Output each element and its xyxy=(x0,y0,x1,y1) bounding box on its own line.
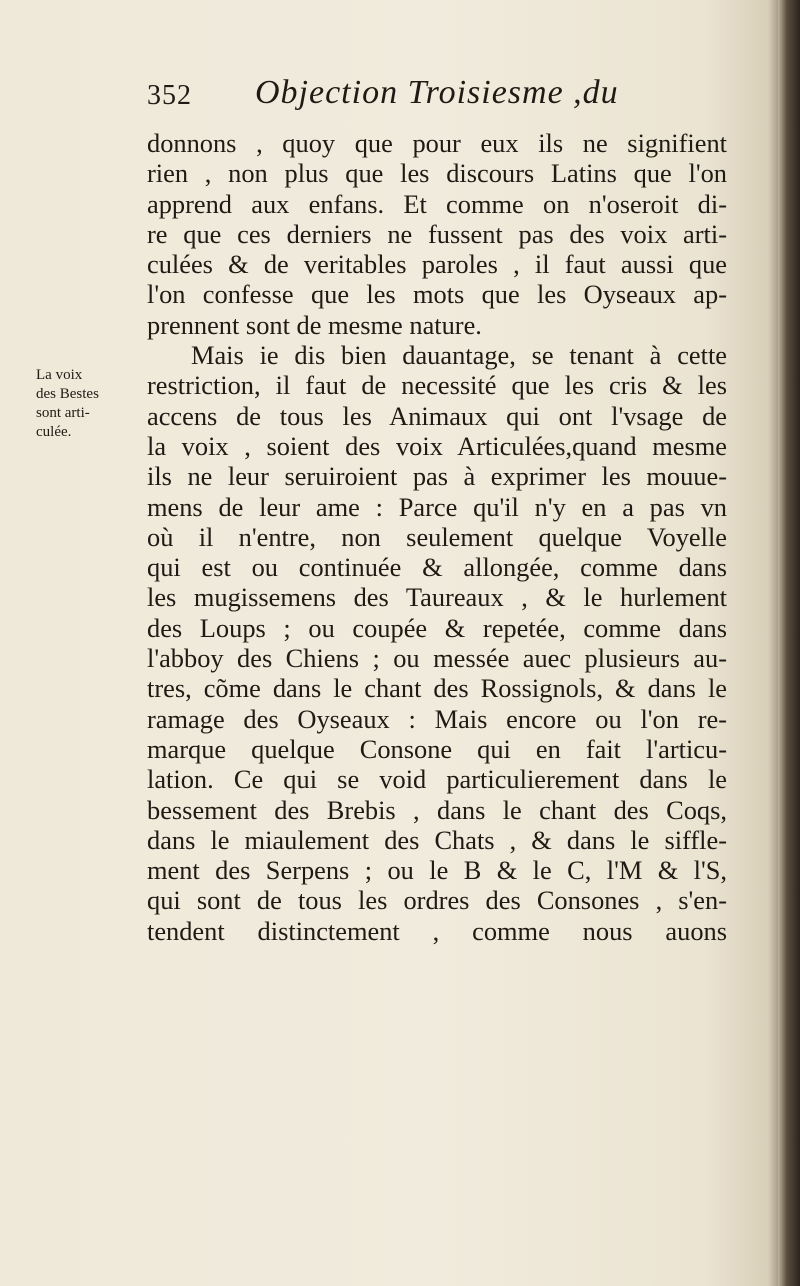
text-line: culées & de veritables paroles , il faut aussi que xyxy=(147,249,727,280)
text-line: restriction, il faut de necessité que les cris & les xyxy=(147,370,727,401)
marginal-note-line: des Bestes xyxy=(36,386,99,402)
page-header xyxy=(147,74,707,124)
marginal-note-line: culée. xyxy=(36,424,72,440)
running-title: Objection Troisiesme ,du xyxy=(255,74,619,111)
text-line: apprend aux enfans. Et comme on n'oseroit di- xyxy=(147,188,727,219)
text-line: prennent sont de mesme nature. xyxy=(147,309,482,340)
text-line: les mugissemens des Taureaux , & le hurlement xyxy=(147,582,727,613)
text-line: re que ces derniers ne fussent pas des voix arti- xyxy=(147,218,727,249)
text-line: où il n'entre, non seulement quelque Voyelle xyxy=(147,521,727,552)
body-text xyxy=(147,128,727,946)
text-line: lation. Ce qui se void particulierement dans le xyxy=(147,764,727,795)
page-binding-edge xyxy=(778,0,800,1286)
text-line: ils ne leur seruiroient pas à exprimer les mouue- xyxy=(147,461,727,492)
marginal-note-line: La voix xyxy=(36,367,83,383)
page-number: 352 xyxy=(147,80,192,111)
text-line: dans le miaulement des Chats , & dans le siffle- xyxy=(147,824,727,855)
text-line: donnons , quoy que pour eux ils ne signifient xyxy=(147,128,727,158)
text-line: l'on confesse que les mots que les Oyseaux ap- xyxy=(147,279,727,310)
text-line: tendent distinctement , comme nous auons xyxy=(147,915,727,946)
text-line: ramage des Oyseaux : Mais encore ou l'on re- xyxy=(147,703,727,734)
text-line: accens de tous les Animaux qui ont l'vsage de xyxy=(147,400,727,431)
text-line: des Loups ; ou coupée & repetée, comme dans xyxy=(147,612,727,643)
marginal-note xyxy=(36,366,146,442)
text-line: marque quelque Consone qui en fait l'articu- xyxy=(147,733,727,764)
text-line: tres, cõme dans le chant des Rossignols, & dans le xyxy=(147,673,727,704)
text-line: bessement des Brebis , dans le chant des Coqs, xyxy=(147,794,727,825)
text-line: qui sont de tous les ordres des Consones , s'en- xyxy=(147,885,727,916)
text-line: Mais ie dis bien dauantage, se tenant à cette xyxy=(191,340,727,371)
text-line: la voix , soient des voix Articulées,quand mesme xyxy=(147,430,727,461)
text-line: ment des Serpens ; ou le B & le C, l'M & l'S, xyxy=(147,855,727,886)
marginal-note-line: sont arti- xyxy=(36,405,90,421)
text-line: mens de leur ame : Parce qu'il n'y en a pas vn xyxy=(147,491,727,522)
text-line: qui est ou continuée & allongée, comme dans xyxy=(147,552,727,583)
text-line: l'abboy des Chiens ; ou messée auec plusieurs au- xyxy=(147,643,727,674)
text-line: rien , non plus que les discours Latins que l'on xyxy=(147,158,727,189)
